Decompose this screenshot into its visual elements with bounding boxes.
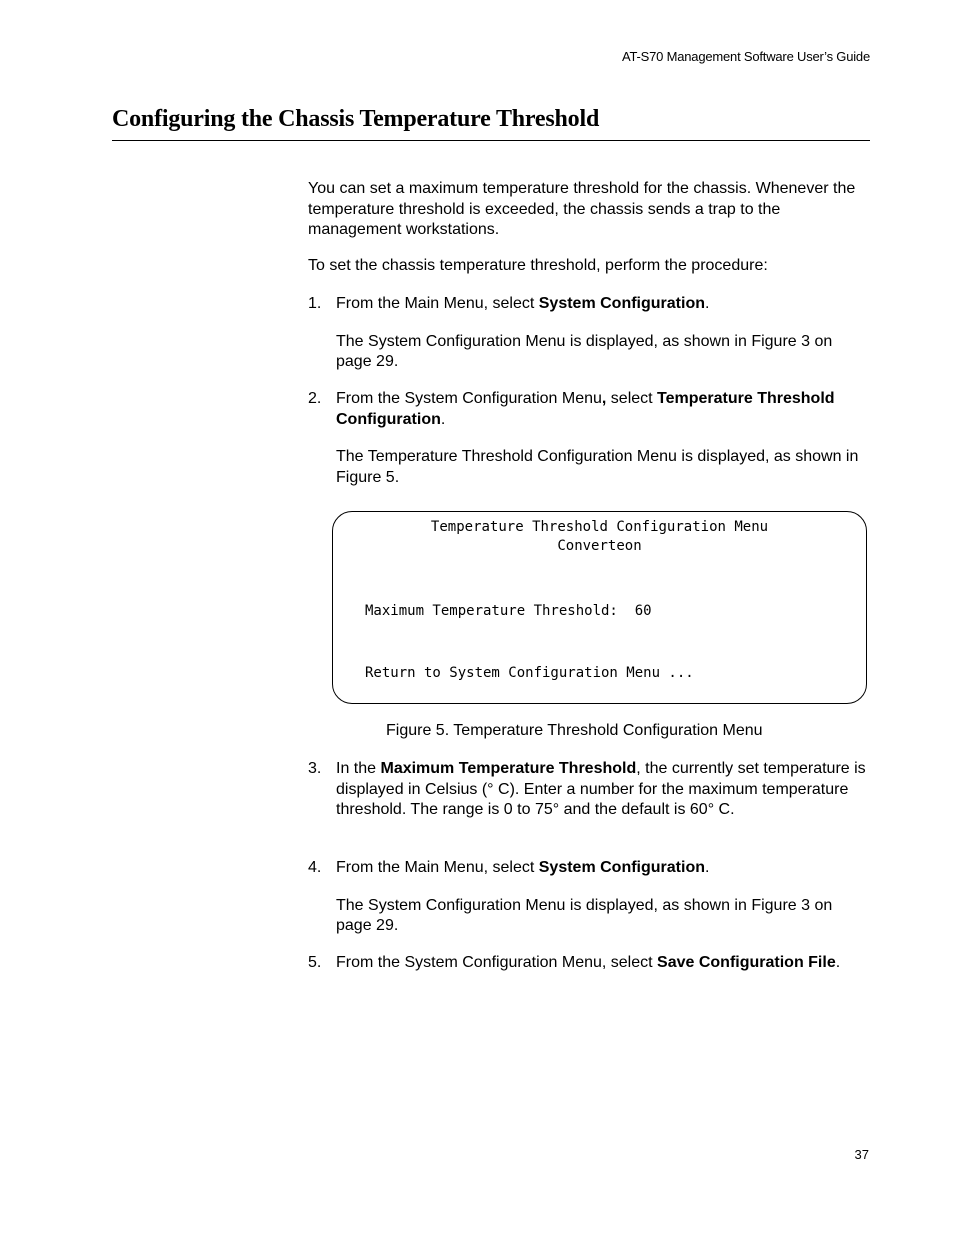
step-result: The System Configuration Menu is displayed, as shown in Figure 3 on page 29. (336, 332, 833, 370)
step-2 (308, 389, 870, 488)
step-instruction: In the Maximum Temperature Threshold, the currently set temperature is displayed in Celsius (° C). Enter a number for the maximum temperature threshold. The range is 0 to 75° and the default is 60° C. (336, 760, 866, 818)
threshold-value[interactable]: 60 (634, 603, 652, 619)
step-3 (308, 759, 870, 821)
figure-caption: Figure 5. Temperature Threshold Configuration Menu (386, 722, 763, 739)
step-5 (308, 953, 870, 974)
menu-option: System Configuration (538, 859, 705, 876)
menu-option: Temperature Threshold Configuration (336, 390, 835, 428)
page-number: 37 (854, 1147, 869, 1162)
step-instruction: From the Main Menu, select System Configuration. (336, 859, 710, 876)
procedure-intro: To set the chassis temperature threshold, perform the procedure: (308, 257, 768, 274)
step-4 (308, 858, 870, 937)
step-result: The Temperature Threshold Configuration Menu is displayed, as shown in Figure 5. (336, 448, 859, 486)
terminal-menu-figure (332, 511, 867, 704)
intro-paragraph: You can set a maximum temperature threshold for the chassis. Whenever the temperature threshold is exceeded, the chassis sends a trap to the management workstations. (308, 180, 856, 238)
title-rule (112, 140, 870, 141)
section-title: Configuring the Chassis Temperature Threshold (112, 106, 600, 132)
return-menu-option[interactable]: Return to System Configuration Menu ... (365, 665, 694, 681)
threshold-label: Maximum Temperature Threshold: (365, 603, 618, 619)
step-number: 3. (308, 760, 322, 777)
step-result: The System Configuration Menu is displayed, as shown in Figure 3 on page 29. (336, 896, 833, 934)
field-name: Maximum Temperature Threshold (380, 760, 637, 777)
step-number: 1. (308, 295, 322, 312)
step-instruction: From the Main Menu, select System Configuration. (336, 295, 710, 312)
step-instruction: From the System Configuration Menu, select Save Configuration File. (336, 954, 841, 971)
step-number: 5. (308, 954, 322, 971)
menu-title: Temperature Threshold Configuration Menu (430, 519, 769, 535)
menu-option: System Configuration (538, 295, 705, 312)
step-number: 2. (308, 390, 322, 407)
step-1 (308, 294, 870, 373)
menu-option: Save Configuration File (657, 954, 836, 971)
threshold-field[interactable] (365, 603, 652, 619)
step-number: 4. (308, 859, 322, 876)
running-header: AT-S70 Management Software User’s Guide (622, 49, 870, 64)
step-instruction: From the System Configuration Menu, select Temperature Threshold Configuration. (336, 390, 835, 428)
menu-subtitle: Converteon (557, 538, 642, 554)
